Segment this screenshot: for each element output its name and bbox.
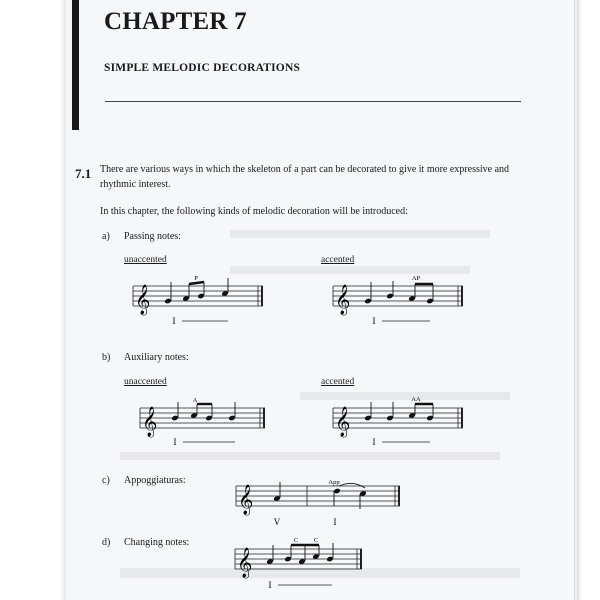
section-intro: In this chapter, the following kinds of melodic decoration will be introduced: xyxy=(100,206,408,217)
show-through-line xyxy=(120,452,500,460)
music-staff xyxy=(330,392,470,452)
decoration-mark: P xyxy=(194,275,198,282)
decoration-mark: C xyxy=(293,537,299,544)
example-caption: unaccented xyxy=(124,255,167,265)
item-letter: a) xyxy=(102,231,110,242)
item-label: Changing notes: xyxy=(124,537,190,548)
music-staff xyxy=(233,470,408,530)
roman-numeral: I xyxy=(372,316,376,326)
music-staff xyxy=(130,270,270,330)
roman-numeral: I xyxy=(268,580,272,590)
item-label: Auxiliary notes: xyxy=(124,352,189,363)
section-number: 7.1 xyxy=(75,166,92,181)
decoration-mark: AA xyxy=(411,396,421,403)
item-letter: c) xyxy=(102,475,110,486)
treble-clef-icon: 𝄞 xyxy=(237,548,253,577)
treble-clef-icon: 𝄞 xyxy=(335,407,351,436)
item-label: Passing notes: xyxy=(124,231,181,242)
roman-numeral: V xyxy=(273,517,281,527)
title-rule xyxy=(105,101,521,102)
music-staff xyxy=(330,270,470,330)
chapter-subtitle: SIMPLE MELODIC DECORATIONS xyxy=(104,62,301,74)
item-label: Appoggiaturas: xyxy=(124,475,186,486)
treble-clef-icon: 𝄞 xyxy=(335,285,351,314)
section-paragraph: There are various ways in which the skeleton of a part can be decorated to give it more expressive and rhythmic interest. xyxy=(100,164,510,190)
roman-numeral: I xyxy=(172,316,176,326)
treble-clef-icon: 𝄞 xyxy=(135,285,151,314)
chapter-margin-bar xyxy=(72,0,79,130)
example-caption: accented xyxy=(321,255,355,265)
example-caption: accented xyxy=(321,377,355,387)
decoration-mark: A xyxy=(192,397,198,404)
roman-numeral: I xyxy=(333,517,337,527)
treble-clef-icon: 𝄞 xyxy=(142,407,158,436)
show-through-line xyxy=(230,230,490,238)
chapter-title: CHAPTER 7 xyxy=(104,8,247,35)
decoration-mark: C xyxy=(313,537,319,544)
item-letter: b) xyxy=(102,352,111,363)
treble-clef-icon: 𝄞 xyxy=(238,485,254,514)
example-caption: unaccented xyxy=(124,377,167,387)
item-letter: d) xyxy=(102,537,111,548)
music-staff xyxy=(232,533,372,593)
music-staff xyxy=(137,392,277,452)
roman-numeral: I xyxy=(173,437,177,447)
decoration-mark: App xyxy=(328,479,340,486)
decoration-mark: AP xyxy=(411,275,421,282)
roman-numeral: I xyxy=(372,437,376,447)
